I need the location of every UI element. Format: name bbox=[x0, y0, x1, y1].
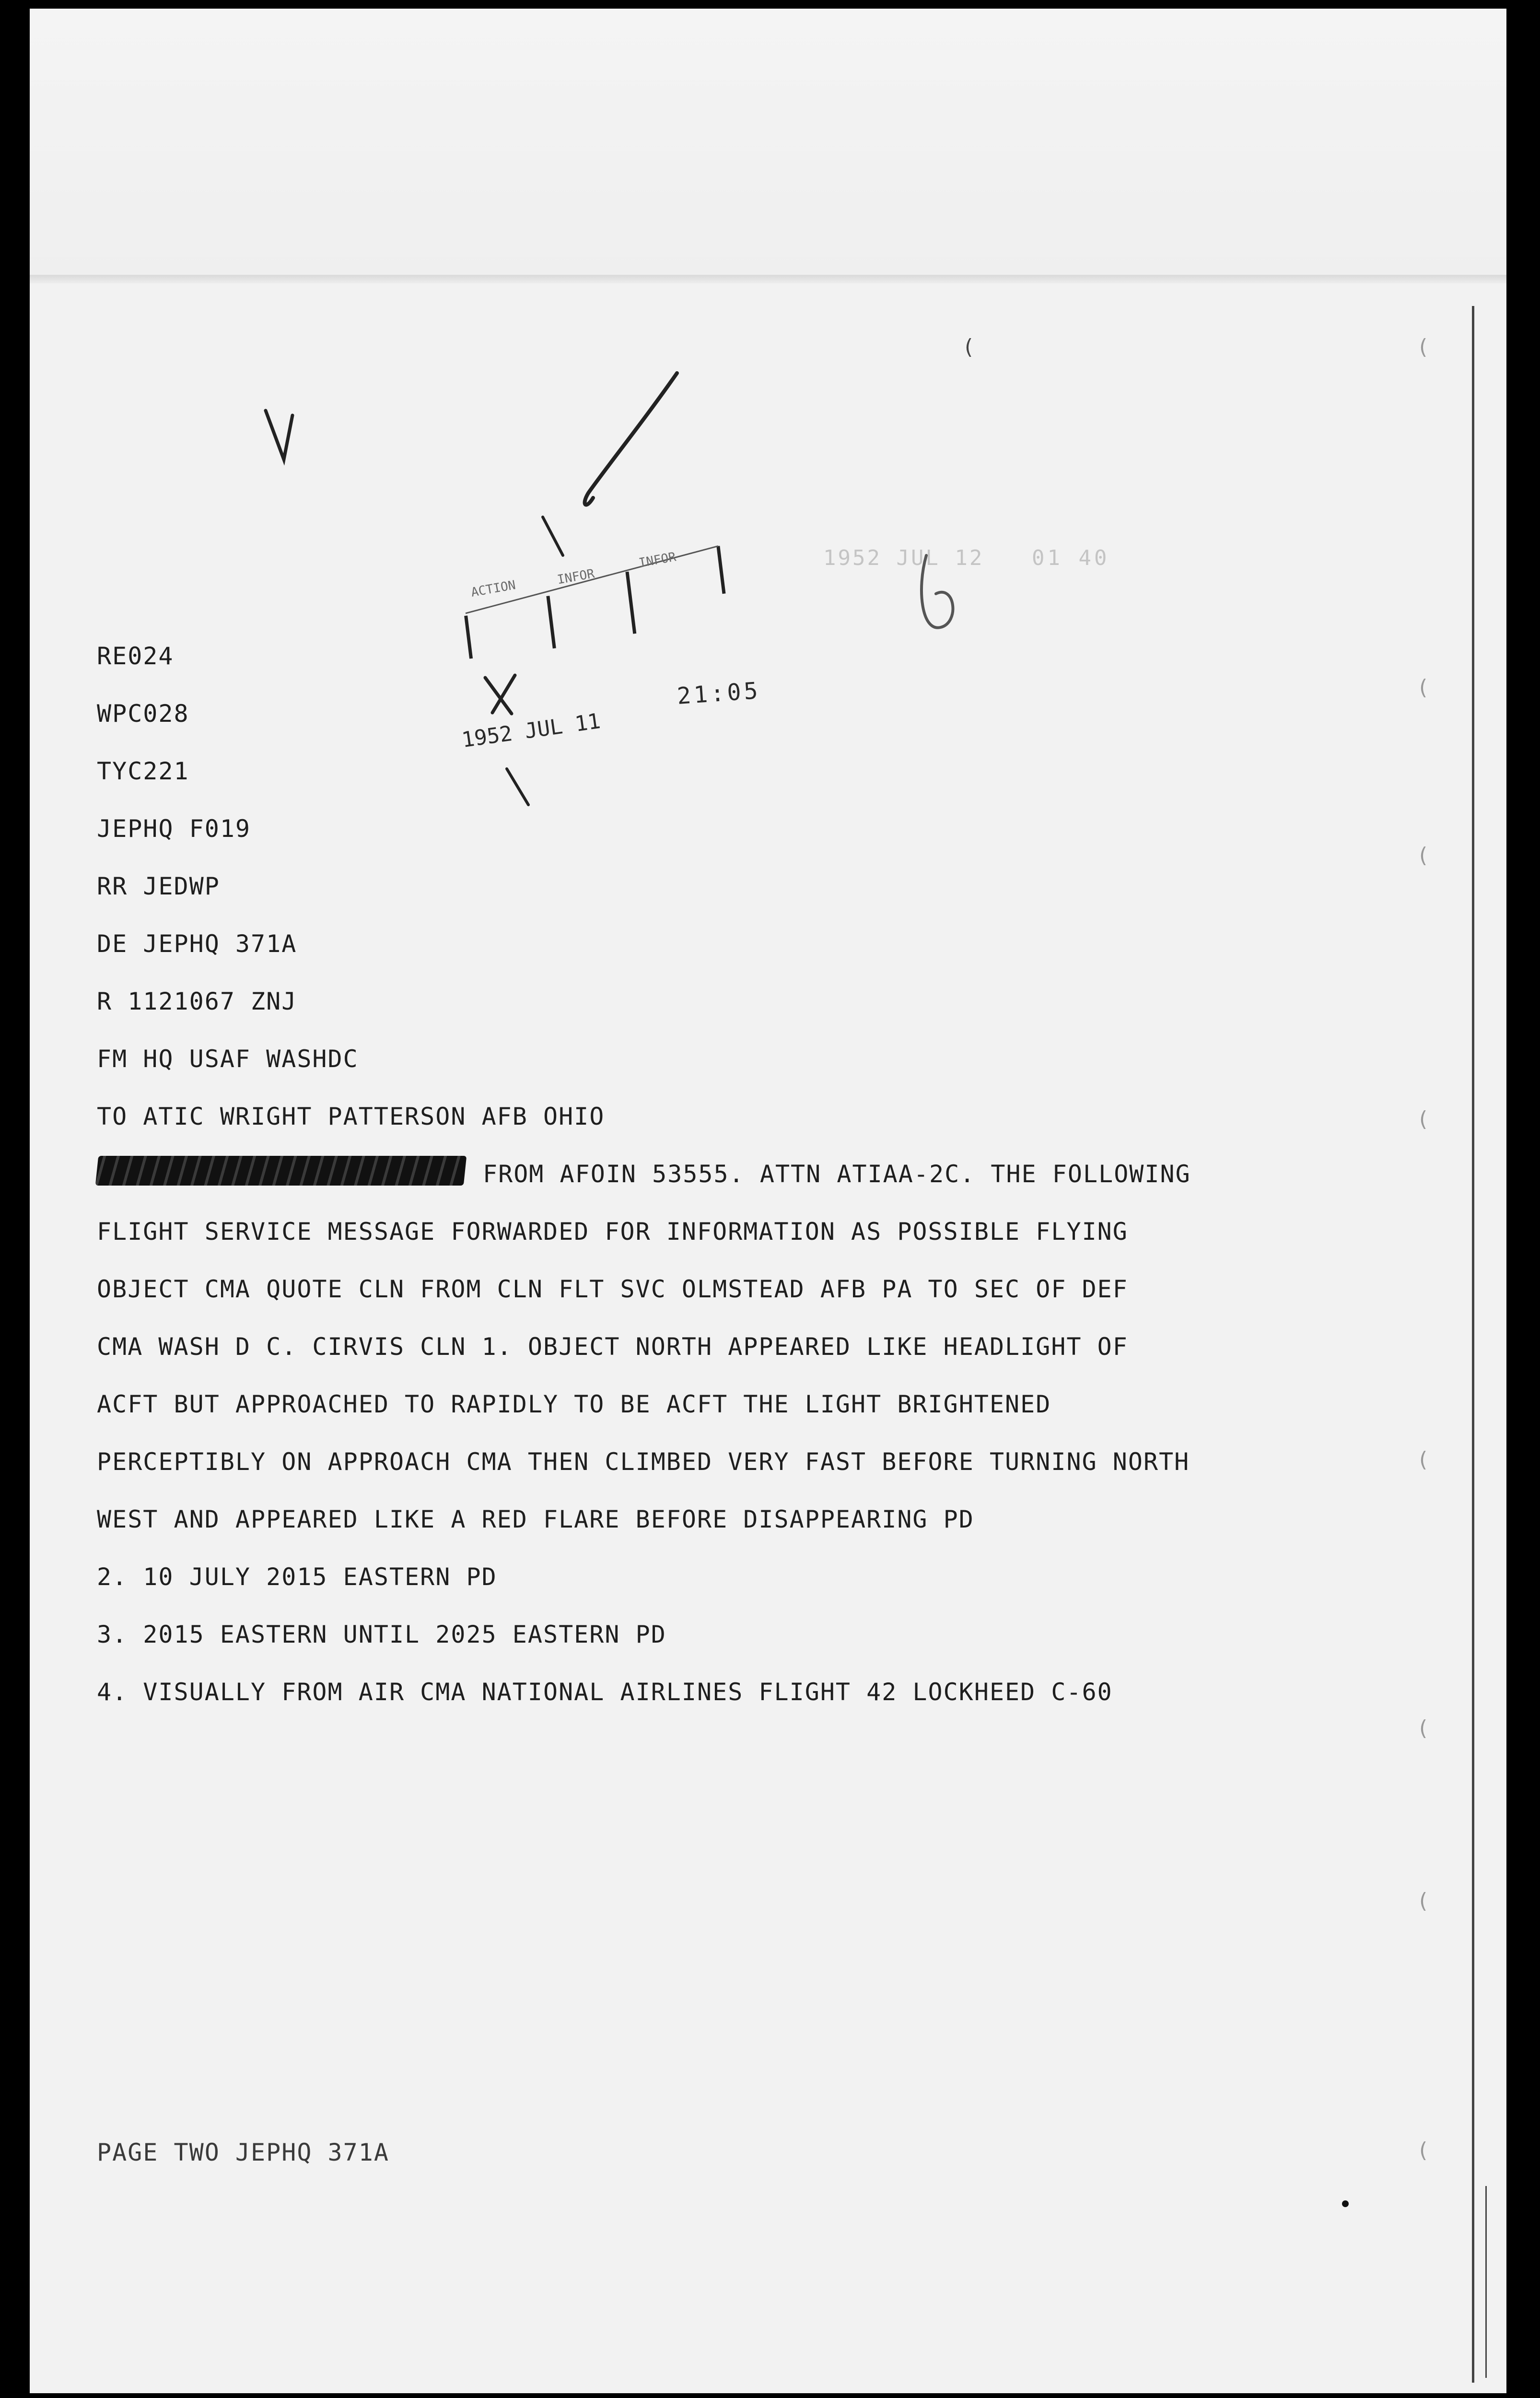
redaction-bar bbox=[95, 1156, 467, 1186]
body-first-line: FROM AFOIN 53555. ATTN ATIAA-2C. THE FOLLOWING bbox=[483, 1160, 1191, 1188]
margin-smudge: ( bbox=[1419, 335, 1428, 359]
body-line-6: WEST AND APPEARED LIKE A RED FLARE BEFORE DISAPPEARING PD bbox=[97, 1505, 974, 1533]
body-line-1: FLIGHT SERVICE MESSAGE FORWARDED FOR INFORMATION AS POSSIBLE FLYING bbox=[97, 1218, 1128, 1246]
header-line-7: R 1121067 ZNJ bbox=[97, 987, 297, 1015]
header-line-1: RE024 bbox=[97, 642, 174, 670]
body-line-2: OBJECT CMA QUOTE CLN FROM CLN FLT SVC OLMSTEAD AFB PA TO SEC OF DEF bbox=[97, 1275, 1128, 1303]
body-line-5: PERCEPTIBLY ON APPROACH CMA THEN CLIMBED VERY FAST BEFORE TURNING NORTH bbox=[97, 1448, 1190, 1476]
handwritten-slash-mark bbox=[543, 517, 563, 555]
margin-smudge: ( bbox=[965, 335, 973, 359]
header-line-3: TYC221 bbox=[97, 757, 189, 785]
margin-smudge: ( bbox=[1419, 2138, 1428, 2163]
right-margin-rule-inner bbox=[1485, 2186, 1487, 2378]
received-date-stamp: 1952 JUL 11 bbox=[460, 708, 602, 753]
margin-smudge: ( bbox=[1419, 1107, 1428, 1131]
ink-dot bbox=[1342, 2200, 1349, 2207]
received-time-stamp: 21:05 bbox=[676, 677, 762, 710]
faded-time-stamp: 01 40 bbox=[1032, 546, 1110, 570]
header-line-2: WPC028 bbox=[97, 700, 189, 728]
handwritten-check-marks bbox=[30, 9, 1506, 872]
body-line-8: 3. 2015 EASTERN UNTIL 2025 EASTERN PD bbox=[97, 1621, 666, 1648]
stamp-label-infor-2: INFOR bbox=[637, 550, 677, 571]
body-line-4: ACFT BUT APPROACHED TO RAPIDLY TO BE ACFT THE LIGHT BRIGHTENED bbox=[97, 1390, 1051, 1418]
header-line-6: DE JEPHQ 371A bbox=[97, 930, 297, 958]
margin-smudge: ( bbox=[1419, 843, 1428, 868]
header-line-4: JEPHQ F019 bbox=[97, 815, 251, 843]
routing-stamp-box bbox=[461, 546, 728, 659]
handwritten-check-mark bbox=[585, 373, 677, 505]
handwritten-long-tick bbox=[507, 769, 528, 805]
body-line-7: 2. 10 JULY 2015 EASTERN PD bbox=[97, 1563, 497, 1591]
teletype-sheet bbox=[30, 9, 1506, 2393]
margin-smudge: ( bbox=[1419, 1716, 1428, 1740]
header-line-8: FM HQ USAF WASHDC bbox=[97, 1045, 359, 1073]
header-line-9: TO ATIC WRIGHT PATTERSON AFB OHIO bbox=[97, 1103, 605, 1130]
body-line-9: 4. VISUALLY FROM AIR CMA NATIONAL AIRLINES FLIGHT 42 LOCKHEED C-60 bbox=[97, 1678, 1113, 1706]
stamp-label-infor-1: INFOR bbox=[556, 566, 596, 588]
header-line-5: RR JEDWP bbox=[97, 872, 220, 900]
margin-smudge: ( bbox=[1419, 1889, 1428, 1913]
body-line-3: CMA WASH D C. CIRVIS CLN 1. OBJECT NORTH APPEARED LIKE HEADLIGHT OF bbox=[97, 1333, 1128, 1361]
faded-date-stamp: 1952 JUL 12 bbox=[823, 546, 984, 570]
page-footer: PAGE TWO JEPHQ 371A bbox=[97, 2139, 389, 2166]
margin-smudge: ( bbox=[1419, 675, 1428, 700]
handwritten-x-mark bbox=[485, 675, 515, 714]
stamp-label-action: ACTION bbox=[470, 578, 517, 600]
handwritten-v-mark bbox=[266, 411, 292, 459]
margin-smudge: ( bbox=[1419, 1447, 1428, 1472]
